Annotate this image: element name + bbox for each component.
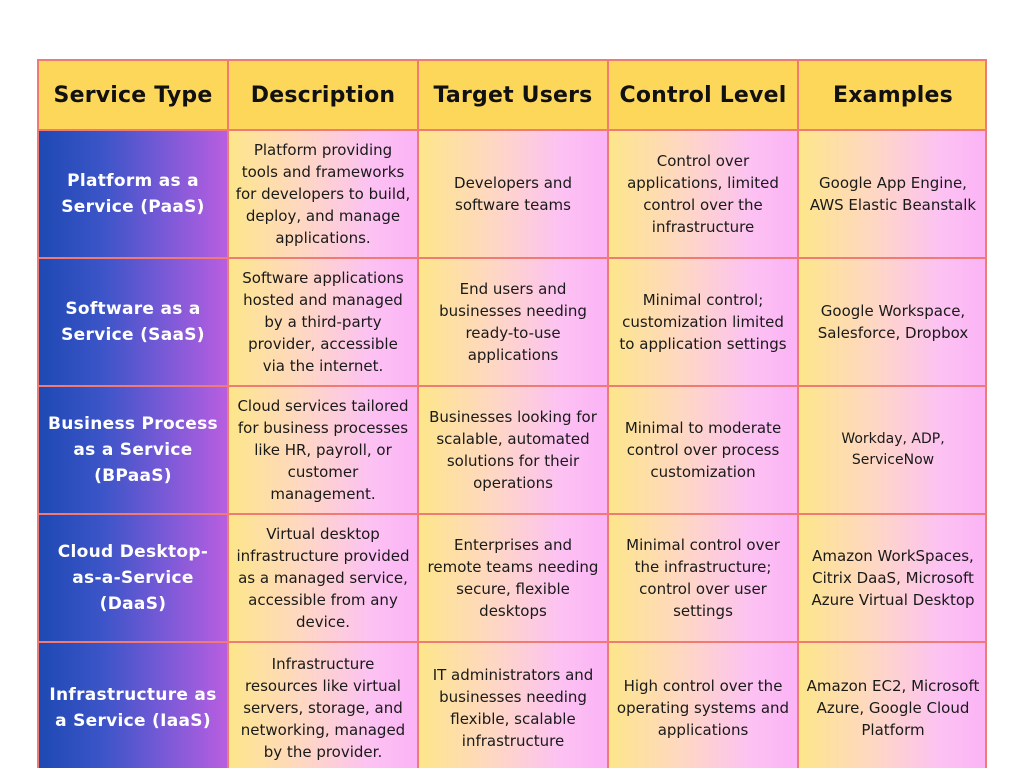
table-row xyxy=(38,130,987,258)
examples-cell: Google App Engine, AWS Elastic Beanstalk xyxy=(798,130,987,258)
service-type-cell: Infrastructure as a Service (IaaS) xyxy=(38,642,228,768)
table-header xyxy=(38,60,987,130)
cloud-service-models-table xyxy=(37,59,987,768)
service-type-cell: Platform as a Service (PaaS) xyxy=(38,130,228,258)
table-row xyxy=(38,642,987,768)
control-level-cell: Control over applications, limited control over the infrastructure xyxy=(608,130,798,258)
control-level-cell: Minimal control; customization limited to application settings xyxy=(608,258,798,386)
examples-cell: Amazon WorkSpaces, Citrix DaaS, Microsoft Azure Virtual Desktop xyxy=(798,514,987,642)
comparison-table xyxy=(37,59,987,768)
target-users-cell: End users and businesses needing ready-to-use applications xyxy=(418,258,608,386)
target-users-cell: IT administrators and businesses needing flexible, scalable infrastructure xyxy=(418,642,608,768)
header-description: Description xyxy=(228,60,418,130)
service-type-cell: Cloud Desktop-as-a-Service (DaaS) xyxy=(38,514,228,642)
examples-cell: Amazon EC2, Microsoft Azure, Google Cloud Platform xyxy=(798,642,987,768)
table-row xyxy=(38,258,987,386)
control-level-cell: High control over the operating systems and applications xyxy=(608,642,798,768)
header-service-type: Service Type xyxy=(38,60,228,130)
table-row xyxy=(38,386,987,514)
description-cell: Infrastructure resources like virtual servers, storage, and networking, managed by the provider. xyxy=(228,642,418,768)
service-type-cell: Software as a Service (SaaS) xyxy=(38,258,228,386)
table-body xyxy=(38,130,987,768)
examples-cell: Workday, ADP, ServiceNow xyxy=(798,386,987,514)
description-cell: Cloud services tailored for business processes like HR, payroll, or customer management. xyxy=(228,386,418,514)
control-level-cell: Minimal to moderate control over process customization xyxy=(608,386,798,514)
header-examples: Examples xyxy=(798,60,987,130)
control-level-cell: Minimal control over the infrastructure; control over user settings xyxy=(608,514,798,642)
table-row xyxy=(38,514,987,642)
target-users-cell: Developers and software teams xyxy=(418,130,608,258)
target-users-cell: Businesses looking for scalable, automated solutions for their operations xyxy=(418,386,608,514)
header-control-level: Control Level xyxy=(608,60,798,130)
description-cell: Software applications hosted and managed by a third-party provider, accessible via the internet. xyxy=(228,258,418,386)
target-users-cell: Enterprises and remote teams needing secure, flexible desktops xyxy=(418,514,608,642)
header-target-users: Target Users xyxy=(418,60,608,130)
service-type-cell: Business Process as a Service (BPaaS) xyxy=(38,386,228,514)
examples-cell: Google Workspace, Salesforce, Dropbox xyxy=(798,258,987,386)
header-row xyxy=(38,60,987,130)
description-cell: Platform providing tools and frameworks for developers to build, deploy, and manage applications. xyxy=(228,130,418,258)
description-cell: Virtual desktop infrastructure provided as a managed service, accessible from any device. xyxy=(228,514,418,642)
